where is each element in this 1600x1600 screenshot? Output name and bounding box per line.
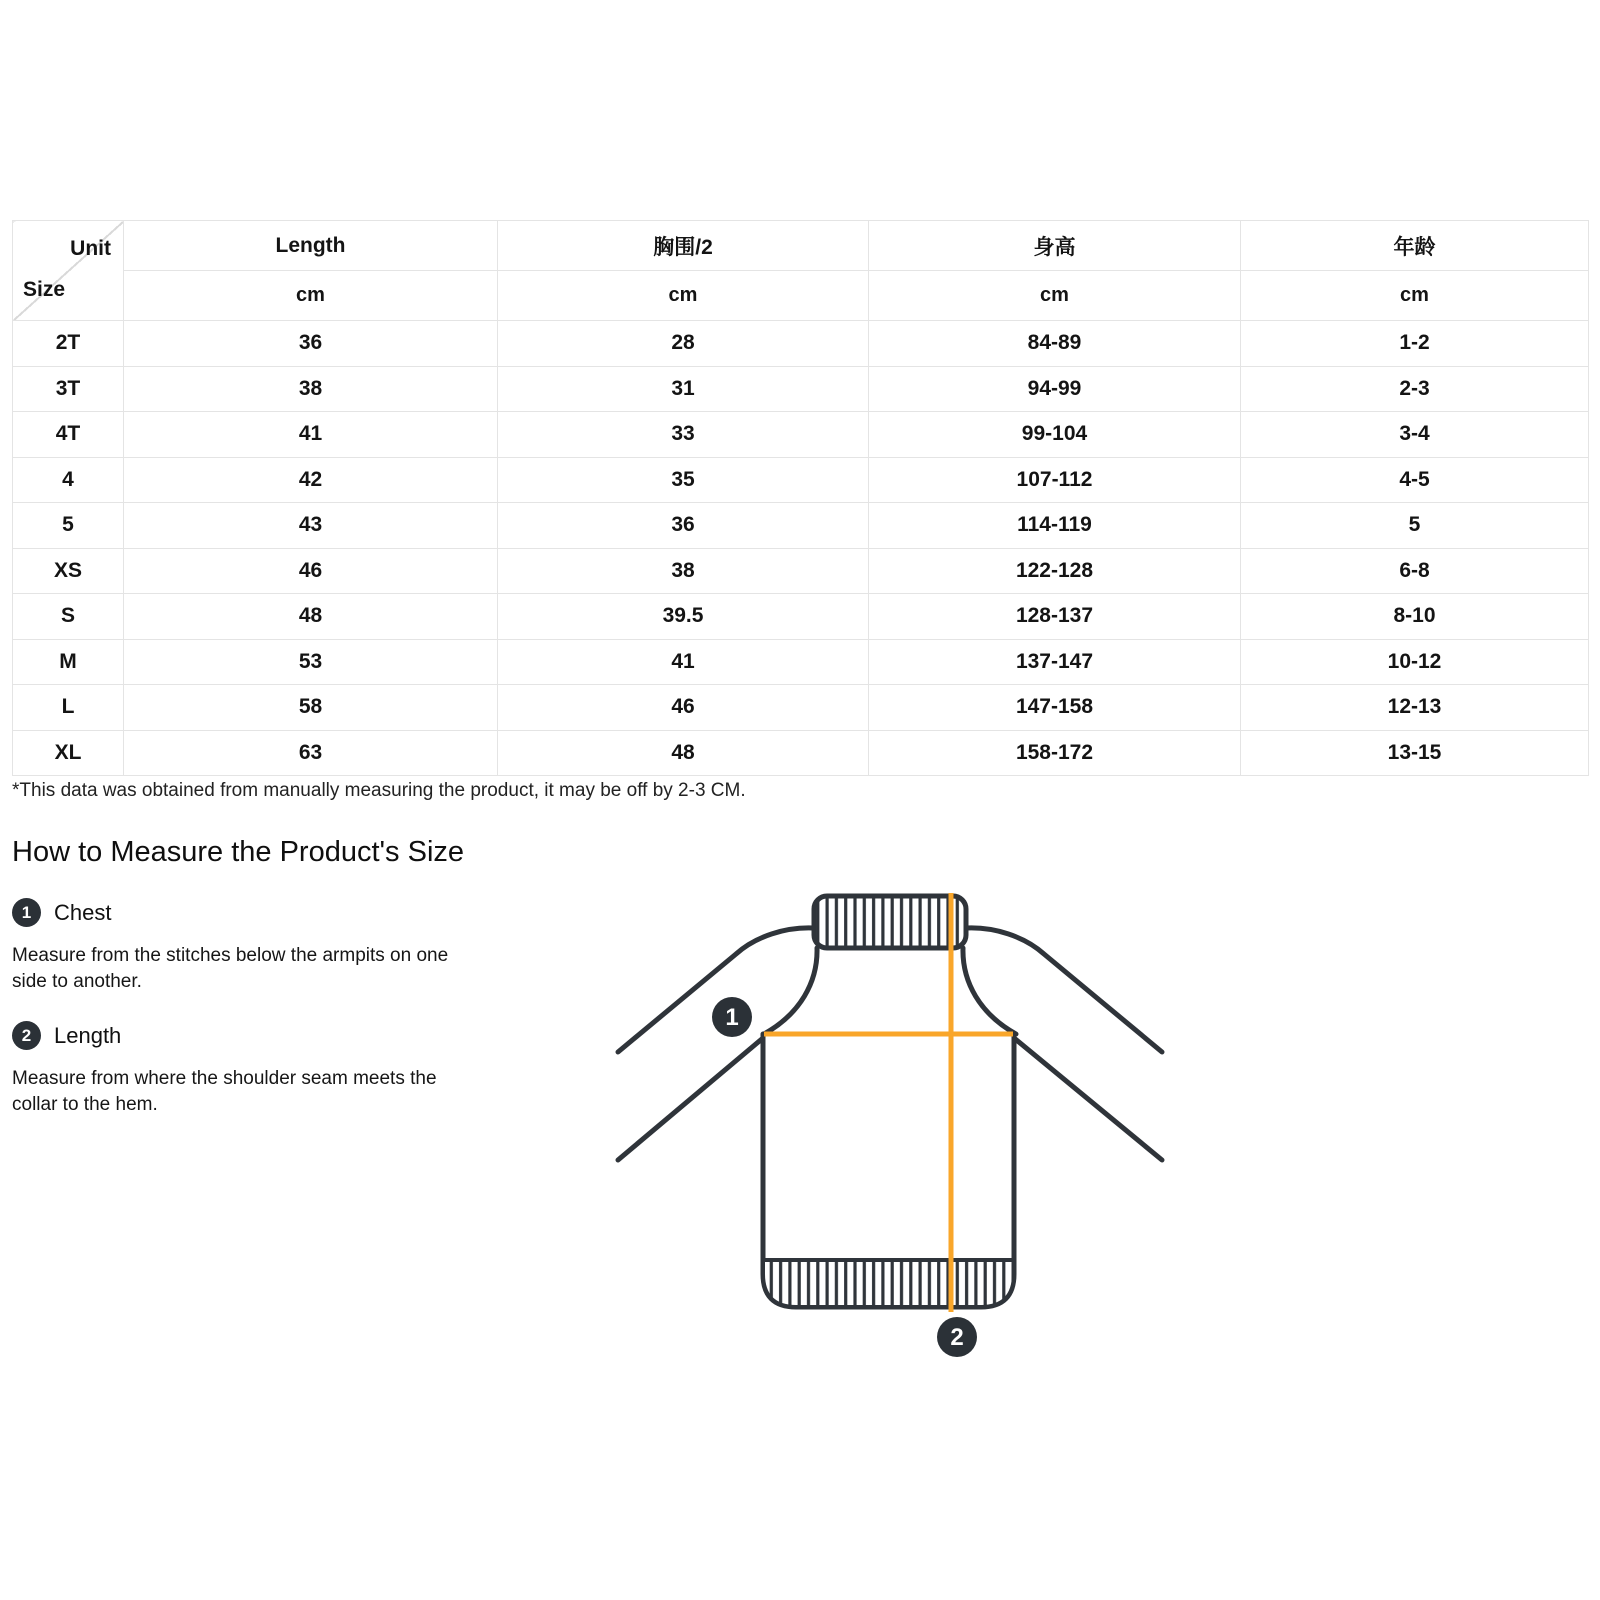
size-table-body: [13, 321, 1589, 776]
value-cell: 8-10: [1241, 594, 1589, 640]
size-label-cell: 5: [13, 503, 124, 549]
step-chest: [12, 898, 111, 927]
size-label-cell: M: [13, 639, 124, 685]
table-row: [13, 321, 1589, 367]
value-cell: 35: [498, 457, 869, 503]
table-footnote: *This data was obtained from manually measuring the product, it may be off by 2-3 CM.: [12, 780, 746, 801]
size-label-cell: 4T: [13, 412, 124, 458]
value-cell: 99-104: [869, 412, 1241, 458]
value-cell: 4-5: [1241, 457, 1589, 503]
size-label-cell: L: [13, 685, 124, 731]
size-chart-table: [12, 220, 1589, 776]
column-header-length: Length: [124, 221, 498, 271]
left-neck-curve: [764, 948, 817, 1034]
value-cell: 137-147: [869, 639, 1241, 685]
step-1-badge: 1: [12, 898, 41, 927]
corner-unit-label: Unit: [70, 237, 111, 260]
size-label-cell: XL: [13, 730, 124, 776]
column-header-chest: 胸围/2: [498, 221, 869, 271]
step-length: [12, 1021, 121, 1050]
table-row: [13, 685, 1589, 731]
table-row: [13, 548, 1589, 594]
value-cell: 38: [498, 548, 869, 594]
value-cell: 84-89: [869, 321, 1241, 367]
value-cell: 5: [1241, 503, 1589, 549]
table-row: [13, 457, 1589, 503]
value-cell: 114-119: [869, 503, 1241, 549]
value-cell: 39.5: [498, 594, 869, 640]
value-cell: 48: [124, 594, 498, 640]
value-cell: 43: [124, 503, 498, 549]
table-row: [13, 412, 1589, 458]
value-cell: 46: [498, 685, 869, 731]
value-cell: 48: [498, 730, 869, 776]
value-cell: 158-172: [869, 730, 1241, 776]
value-cell: 1-2: [1241, 321, 1589, 367]
unit-cell: cm: [124, 271, 498, 321]
diagram-badge-1: [712, 997, 752, 1037]
value-cell: 31: [498, 366, 869, 412]
sweater-sleeves: [618, 928, 1162, 1160]
sweater-measure-diagram: [590, 860, 1200, 1370]
value-cell: 36: [124, 321, 498, 367]
value-cell: 6-8: [1241, 548, 1589, 594]
table-row: [13, 639, 1589, 685]
value-cell: 2-3: [1241, 366, 1589, 412]
value-cell: 38: [124, 366, 498, 412]
table-row: [13, 503, 1589, 549]
corner-cell: [13, 221, 124, 321]
value-cell: 36: [498, 503, 869, 549]
step-1-label: Chest: [54, 899, 112, 925]
table-unit-row: [13, 271, 1589, 321]
section-title: How to Measure the Product's Size: [12, 836, 465, 868]
value-cell: 46: [124, 548, 498, 594]
left-sleeve-bottom-line: [618, 1038, 763, 1160]
unit-cell: cm: [1241, 271, 1589, 321]
step-2-description: Measure from where the shoulder seam meets the collar to the hem.: [12, 1068, 437, 1115]
size-label-cell: XS: [13, 548, 124, 594]
value-cell: 63: [124, 730, 498, 776]
value-cell: 128-137: [869, 594, 1241, 640]
unit-cell: cm: [498, 271, 869, 321]
hem-ribbing: [763, 1260, 1014, 1307]
collar-ribbing: [814, 896, 966, 948]
value-cell: 122-128: [869, 548, 1241, 594]
corner-size-label: Size: [23, 278, 66, 301]
value-cell: 28: [498, 321, 869, 367]
size-label-cell: 3T: [13, 366, 124, 412]
sweater-body: [763, 948, 1016, 1307]
table-header-row: [13, 221, 1589, 271]
value-cell: 33: [498, 412, 869, 458]
size-label-cell: 4: [13, 457, 124, 503]
value-cell: 10-12: [1241, 639, 1589, 685]
value-cell: 94-99: [869, 366, 1241, 412]
value-cell: 107-112: [869, 457, 1241, 503]
table-row: [13, 594, 1589, 640]
column-header-height: 身高: [869, 221, 1241, 271]
value-cell: 58: [124, 685, 498, 731]
column-header-age: 年龄: [1241, 221, 1589, 271]
unit-cell: cm: [869, 271, 1241, 321]
right-neck-curve: [963, 948, 1016, 1034]
diagram-badge-1-number: 1: [725, 1004, 739, 1031]
table-row: [13, 730, 1589, 776]
value-cell: 41: [498, 639, 869, 685]
step-1-description: Measure from the stitches below the armpits on one side to another.: [12, 945, 449, 992]
value-cell: 53: [124, 639, 498, 685]
value-cell: 13-15: [1241, 730, 1589, 776]
diagram-badge-2-number: 2: [950, 1324, 964, 1351]
value-cell: 147-158: [869, 685, 1241, 731]
table-row: [13, 366, 1589, 412]
value-cell: 41: [124, 412, 498, 458]
step-2-badge: 2: [12, 1021, 41, 1050]
step-2-label: Length: [54, 1022, 122, 1048]
value-cell: 42: [124, 457, 498, 503]
diagram-badge-2: [937, 1317, 977, 1357]
value-cell: 3-4: [1241, 412, 1589, 458]
value-cell: 12-13: [1241, 685, 1589, 731]
size-label-cell: 2T: [13, 321, 124, 367]
right-sleeve-bottom-line: [1014, 1038, 1162, 1160]
size-label-cell: S: [13, 594, 124, 640]
